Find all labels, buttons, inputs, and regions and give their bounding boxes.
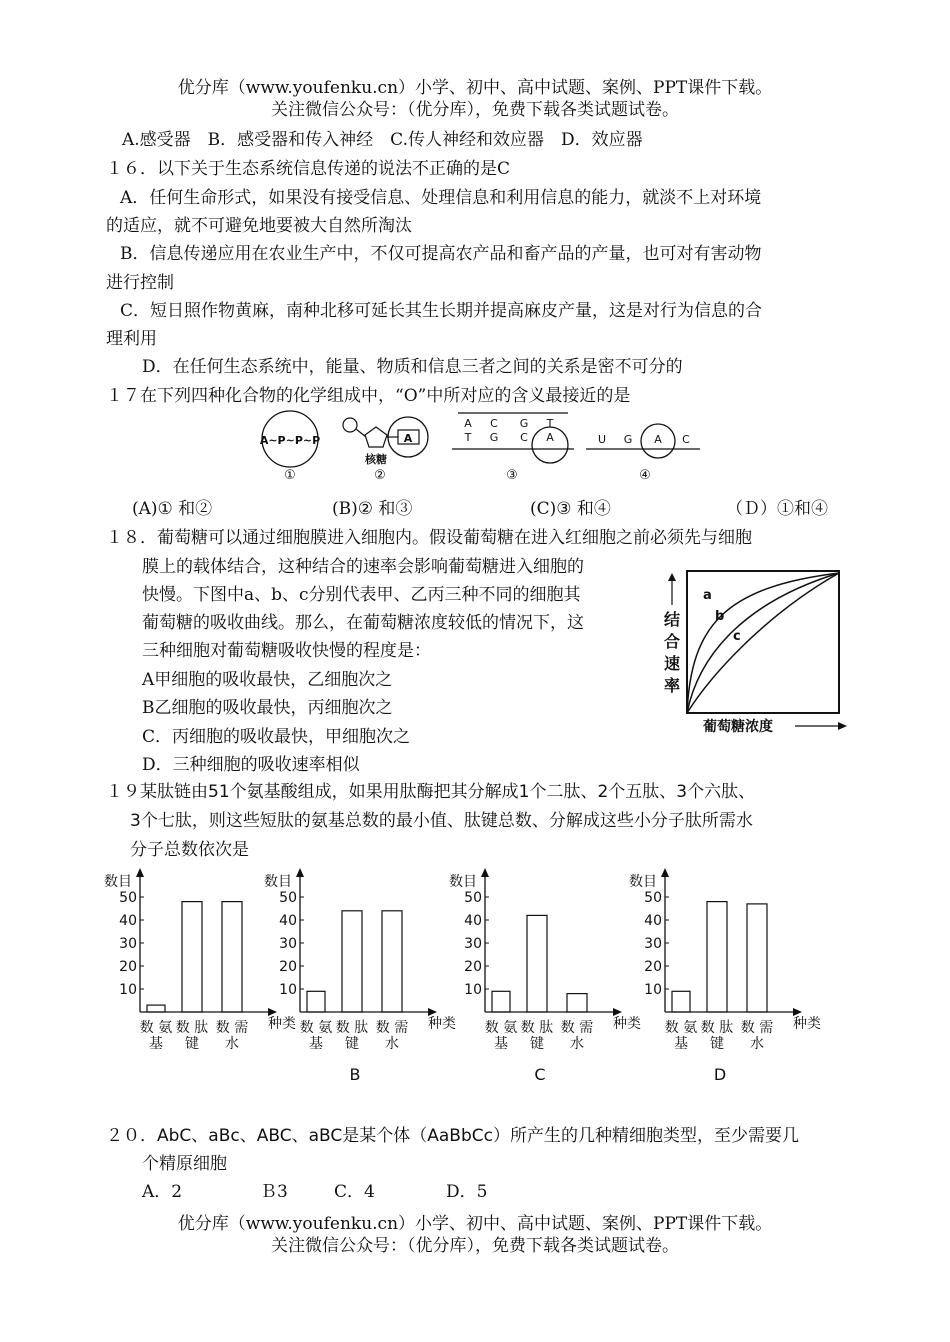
y-axis-label: 数目 (264, 874, 292, 890)
category-label: 键 (185, 1036, 199, 1052)
q16-option-d: D．在任何生态系统中，能量、物质和信息三者之间的关系是密不可分的 (142, 357, 683, 377)
y-tick-label: 30 (644, 936, 662, 952)
dna-top-4: T (546, 417, 554, 430)
q16-option-c: C．短日照作物黄麻，南种北移可延长其生长期并提高麻皮产量，这是对行为信息的合 (120, 301, 763, 321)
dna-top-2: C (490, 417, 498, 430)
panel-label: D (713, 1065, 727, 1084)
q18-stem-2: 膜上的载体结合，这种结合的速率会影响葡萄糖进入细胞的 (142, 557, 584, 577)
y-tick-label: 20 (279, 959, 297, 975)
y-axis-label: 数目 (629, 874, 657, 890)
q20-stem-2: 个精原细胞 (142, 1154, 227, 1174)
header-line-1: 优分库（www.youfenku.cn）小学、初中、高中试题、案例、PPT课件下载。 (177, 78, 773, 98)
y-tick-label: 30 (119, 936, 137, 952)
category-label: 数 氨 (299, 1020, 333, 1036)
y-tick-label: 20 (644, 959, 662, 975)
q18-option-b: B乙细胞的吸收最快，丙细胞次之 (142, 698, 393, 718)
y-tick-label: 10 (119, 982, 137, 998)
label-1: ① (284, 468, 296, 483)
y-tick-label: 10 (644, 982, 662, 998)
y-label-2: 合 (663, 632, 681, 651)
q18-glucose-graph (655, 565, 855, 770)
q15-options: A.感受器 B．感受器和传入神经 C.传人神经和效应器 D．效应器 (122, 130, 643, 150)
rna-2: G (623, 433, 633, 446)
x-axis-arrow (793, 1008, 802, 1016)
q20-option-a: A．2 (142, 1182, 183, 1202)
category-label: 水 (225, 1036, 239, 1052)
y-tick-label: 50 (119, 890, 137, 906)
category-label: 数 肽 (335, 1020, 369, 1036)
y-label-4: 率 (663, 676, 681, 695)
q20-option-b: Ｂ3 (260, 1182, 288, 1202)
footer-line-1: 优分库（www.youfenku.cn）小学、初中、高中试题、案例、PPT课件下载。 (177, 1214, 773, 1234)
panel-label: C (534, 1065, 546, 1084)
dna-bottom-4: A (546, 431, 554, 444)
x-axis-arrow (428, 1008, 437, 1016)
x-axis-label: 种类 (268, 1016, 296, 1032)
bar (342, 911, 362, 1012)
q17-option-d: （Ｄ）①和④ (726, 499, 828, 519)
category-label: 数 需 (215, 1020, 249, 1036)
q18-stem-4: 葡萄糖的吸收曲线。那么，在葡萄糖浓度较低的情况下，这 (142, 613, 584, 633)
category-label: 基 (494, 1036, 508, 1052)
y-label-1: 结 (663, 610, 681, 629)
rna-3: A (654, 433, 662, 446)
base-label: A (403, 432, 413, 445)
y-tick-label: 20 (119, 959, 137, 975)
q17-stem: １７在下列四种化合物的化学组成中，“O”中所对应的含义最接近的是 (106, 386, 631, 406)
category-label: 键 (530, 1036, 544, 1052)
y-axis-label: 数目 (104, 874, 132, 890)
q20-stem-1: ２０．AbC、aBc、ABC、aBC是某个体（AaBbCc）所产生的几种精细胞类型，至少需要几 (106, 1126, 799, 1146)
q17-molecule-figure (240, 405, 720, 485)
curve-c-label: c (733, 629, 741, 644)
x-label: 葡萄糖浓度 (703, 719, 773, 735)
q16-option-a-cont: 的适应，就不可避免地要被大自然所淘汰 (106, 216, 412, 236)
category-label: 数 肽 (175, 1020, 209, 1036)
q17-option-b: (B)② 和③ (332, 499, 413, 519)
label-3: ③ (506, 468, 518, 483)
q18-stem-3: 快慢。下图中a、b、c分别代表甲、乙丙三种不同的细胞其 (142, 585, 581, 605)
category-label: 数 氨 (664, 1020, 698, 1036)
atp-formula: A~P~P~P (259, 434, 321, 447)
dna-bottom-3: C (520, 431, 528, 444)
bar (707, 902, 727, 1012)
q19-bar-charts (95, 862, 825, 1097)
y-tick-label: 30 (279, 936, 297, 952)
q20-option-d: D．5 (446, 1182, 488, 1202)
q16-option-a: A．任何生命形式，如果没有接受信息、处理信息和利用信息的能力，就淡不上对环境 (120, 188, 762, 208)
y-tick-label: 40 (464, 913, 482, 929)
y-axis-arrow (481, 868, 489, 877)
q17-option-c: (C)③ 和④ (530, 499, 611, 519)
y-tick-label: 10 (464, 982, 482, 998)
rna-1: U (597, 433, 607, 446)
y-tick-label: 50 (464, 890, 482, 906)
label-2: ② (374, 468, 386, 483)
category-label: 水 (385, 1036, 399, 1052)
bar (147, 1005, 165, 1012)
phosphate-circle (343, 418, 357, 432)
ribose-pentagon (365, 427, 387, 447)
x-axis-arrow (613, 1008, 622, 1016)
y-tick-label: 40 (119, 913, 137, 929)
dna-top-3: G (519, 417, 529, 430)
footer-line-2: 关注微信公众号：（优分库），免费下载各类试题试卷。 (271, 1236, 679, 1256)
bar (382, 911, 402, 1012)
bar (672, 991, 690, 1012)
rna-4: C (682, 433, 690, 446)
y-axis-arrow (136, 868, 144, 877)
y-tick-label: 50 (279, 890, 297, 906)
category-label: 数 肽 (520, 1020, 554, 1036)
y-tick-label: 40 (644, 913, 662, 929)
q19-stem-3: 分子总数依次是 (130, 840, 249, 860)
q18-option-d: D．三种细胞的吸收速率相似 (142, 755, 360, 775)
x-axis-label: 种类 (613, 1016, 641, 1032)
category-label: 水 (750, 1036, 764, 1052)
y-tick-label: 50 (644, 890, 662, 906)
y-axis-arrow (296, 868, 304, 877)
dna-top-1: A (464, 417, 472, 430)
y-tick-label: 40 (279, 913, 297, 929)
x-axis-arrow (268, 1008, 277, 1016)
x-axis-label: 种类 (428, 1016, 456, 1032)
y-axis-arrow (661, 868, 669, 877)
label-4: ④ (639, 468, 651, 483)
category-label: 水 (570, 1036, 584, 1052)
q16-option-b: B．信息传递应用在农业生产中，不仅可提高农产品和畜产品的产量，也可对有害动物 (120, 244, 762, 264)
bar (307, 991, 325, 1012)
q16-stem: １６．以下关于生态系统信息传递的说法不正确的是C (106, 159, 511, 179)
category-label: 键 (710, 1036, 724, 1052)
q18-stem-5: 三种细胞对葡萄糖吸收快慢的程度是： (142, 641, 431, 661)
y-label-3: 速 (663, 654, 681, 673)
curve-a-label: a (703, 588, 712, 603)
category-label: 数 氨 (484, 1020, 518, 1036)
category-label: 基 (674, 1036, 688, 1052)
y-tick-label: 30 (464, 936, 482, 952)
q20-option-c: C．4 (334, 1182, 375, 1202)
ribose-label: 核糖 (365, 453, 387, 466)
category-label: 数 需 (560, 1020, 594, 1036)
q17-option-a: (A)① 和② (132, 499, 213, 519)
q18-option-a: A甲细胞的吸收最快，乙细胞次之 (142, 670, 393, 690)
panel-label: B (349, 1065, 361, 1084)
y-tick-label: 20 (464, 959, 482, 975)
bar (527, 915, 547, 1012)
bar (492, 991, 510, 1012)
bar (222, 902, 242, 1012)
y-axis-label: 数目 (449, 874, 477, 890)
category-label: 数 需 (375, 1020, 409, 1036)
x-axis-label: 种类 (793, 1016, 821, 1032)
q16-option-c-cont: 理利用 (106, 329, 157, 349)
category-label: 键 (345, 1036, 359, 1052)
curve-b-label: b (715, 609, 725, 624)
category-label: 数 需 (740, 1020, 774, 1036)
category-label: 数 氨 (139, 1020, 173, 1036)
q19-stem-1: １９某肽链由51个氨基酸组成，如果用肽酶把其分解成1个二肽、2个五肽、3个六肽、 (106, 782, 756, 802)
dna-bottom-1: T (464, 431, 472, 444)
category-label: 数 肽 (700, 1020, 734, 1036)
category-label: 基 (149, 1036, 163, 1052)
q18-stem-1: １８．葡萄糖可以通过细胞膜进入细胞内。假设葡萄糖在进入红细胞之前必须先与细胞 (106, 528, 752, 548)
bar (182, 902, 202, 1012)
y-tick-label: 10 (279, 982, 297, 998)
header-line-2: 关注微信公众号：（优分库），免费下载各类试题试卷。 (271, 100, 679, 120)
bar (567, 994, 587, 1012)
bar (747, 904, 767, 1012)
q19-stem-2: 3个七肽，则这些短肽的氨基总数的最小值、肽键总数、分解成这些小分子肽所需水 (130, 811, 753, 831)
q16-option-b-cont: 进行控制 (106, 273, 174, 293)
category-label: 基 (309, 1036, 323, 1052)
q18-option-c: C．丙细胞的吸收最快，甲细胞次之 (142, 727, 411, 747)
dna-bottom-2: G (489, 431, 499, 444)
